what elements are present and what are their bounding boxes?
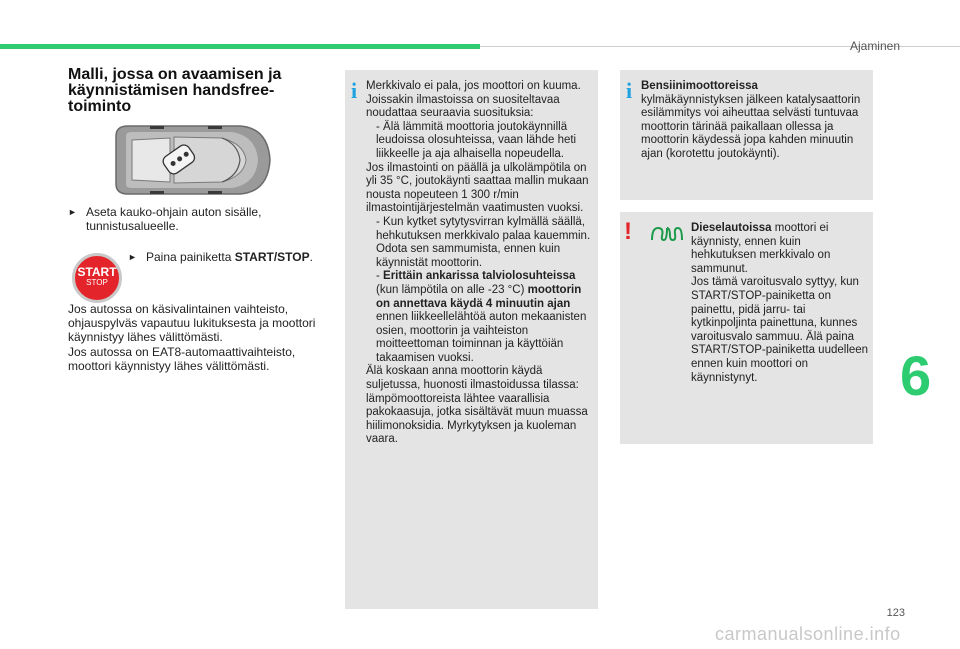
glow-plug-icon [650, 226, 684, 242]
info-icon: i [351, 78, 358, 103]
list-item: - Älä lämmitä moottoria joutokäynnillä leudoissa olosuhteissa, vaan lähde heti liikkeelle ja aja alhaisella nopeudella. [376, 120, 577, 160]
chapter-number: 6 [900, 344, 932, 407]
section-title: Malli, jossa on avaamisen ja käynnistämisen handsfree-toiminto [68, 66, 282, 115]
info-panel-cold-start: i Merkkivalo ei pala, jos moottori on kuuma. Joissakin ilmastoissa on suositeltavaa noudattaa seuraavia suosituksia: - Älä lämmitä moottoria joutokäynnillä leudoissa olosuhteissa, vaan lähde heti liikkeelle ja aja alhaisella nopeudella. Jos ilmastointi on päällä ja ulkolämpötila on yli 35 °C, joutokäynti saattaa mallin mukaan nousta nopeuteen 1 300 r/min ilmastointijärjestelmän vaatimusten vuoksi. - Kun kytket sytytysvirran kylmällä säällä, hehkutuksen merkkivalo palaa kauemmin. Odota sen sammumista, ennen kuin käynnistät moottorin. - Erittäin ankarissa talviolosuhteissa (kun lämpötila on alle -23 °C) moottorin on annettava käydä 4 minuutin ajan ennen liikkeellelähtöä auton mekaanisten osien, moottorin ja vaihteiston moitteettoman toiminnan ja käyttöiän takaamisen vuoksi. Älä koskaan anna moottorin käydä suljetussa, huonosti ilmastoidussa tilassa: lämpömoottoreista lähtee vaarallisia pakokaasuja, jotka sisältävät muun muassa hiilimonoksidia. Myrkytyksen ja kuoleman vaara. [345, 70, 598, 609]
watermark: carmanualsonline.info [715, 624, 901, 644]
info-icon: i [626, 78, 633, 103]
warning-panel-diesel: ! Dieselautoissa moottori ei käynnisty, ennen kuin hehkutuksen merkkivalo on sammunut. Jos tämä varoitusvalo syttyy, kun START/STOP-painiketta on painettu, pidä jarru- tai kytkinpoljinta painettuna, kunnes varoitusvalo sammuu. Älä paina START/STOP-painiketta uudelleen ennen kuin moottori on käynnistynyt. [620, 212, 873, 444]
list-item: - Kun kytket sytytysvirran kylmällä säällä, hehkutuksen merkkivalo palaa kauemmin. Odota sen sammumista, ennen kuin käynnistät moottorin. [376, 215, 591, 269]
bullet-remote-inside: ► Aseta kauko-ohjain auton sisälle, tunnistusalueelle. [68, 205, 262, 233]
bullet-arrow-icon: ► [128, 252, 137, 262]
car-top-view-illustration [110, 122, 274, 198]
start-stop-button-illustration: START STOP [72, 253, 122, 303]
bullet-press-start: ► Paina painiketta START/STOP. [128, 250, 313, 264]
bullet-arrow-icon: ► [68, 207, 77, 217]
header-accent-bar [0, 44, 480, 49]
list-item: - Erittäin ankarissa talviolosuhteissa (kun lämpötila on alle -23 °C) moottorin on annettava käydä 4 minuutin ajan ennen liikkeellelähtöä auton mekaanisten osien, moottorin ja vaihteiston moitteettoman toiminnan ja käyttöiän takaamisen vuoksi. [376, 270, 587, 364]
page-number: 123 [886, 607, 905, 619]
automatic-gearbox-paragraph: Jos autossa on EAT8-automaattivaihteisto, moottori käynnistyy lähes välittömästi. [68, 345, 296, 373]
section-header: Ajaminen [849, 39, 900, 53]
manual-gearbox-paragraph: Jos autossa on käsivalintainen vaihteisto, ohjauspylväs vapautuu lukituksesta ja moottori käynnistyy lähes välittömästi. [68, 302, 316, 344]
warning-exclamation-icon: ! [624, 218, 632, 245]
info-panel-petrol: i Bensiinimoottoreissa kylmäkäynnistyksen jälkeen katalysaattorin esilämmitys voi aiheuttaa selvästi tuntuvaa moottorin tärinää paikallaan ollessa ja moottorin käydessä jopa kahden minuutin ajan (korotettu joutokäynti). [620, 70, 873, 200]
